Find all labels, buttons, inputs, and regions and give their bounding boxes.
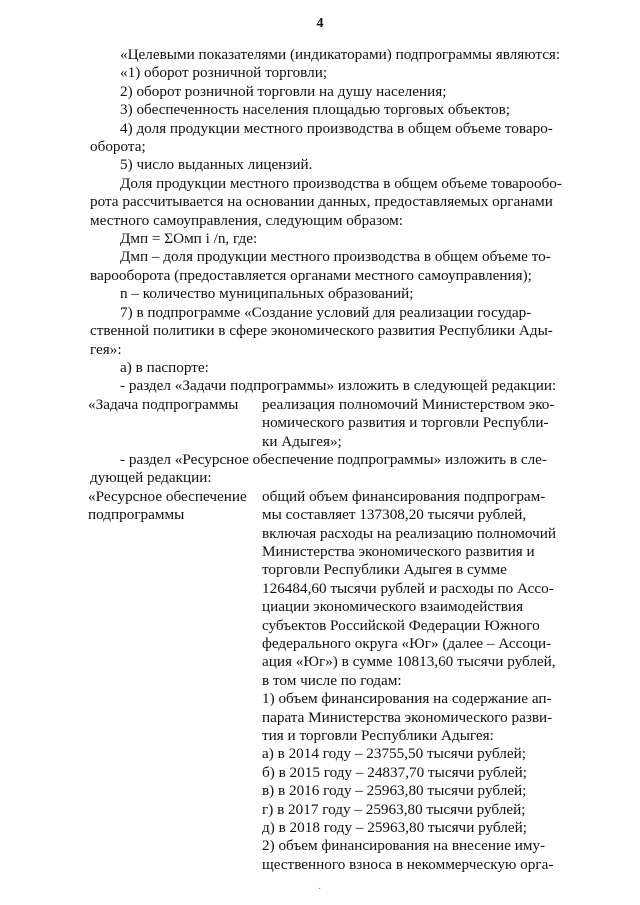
cell-line: торговли Республики Адыгея в сумме — [262, 561, 507, 579]
paragraph: n – количество муниципальных образований; — [120, 285, 414, 303]
paragraph: а) в паспорте: — [120, 358, 209, 376]
paragraph-cont: ственной политики в сфере экономического развития Республики Ады- — [90, 322, 553, 340]
cell-line: а) в 2014 году – 23755,50 тысячи рублей; — [262, 745, 526, 763]
cell-line: 1) объем финансирования на содержание ап- — [262, 690, 552, 708]
cell-line: щественного взноса в некоммерческую орга- — [262, 855, 554, 873]
scan-speck: · — [318, 884, 322, 895]
cell-line: 2) объем финансирования на внесение иму- — [262, 837, 546, 855]
cell-line: общий объем финансирования подпрограм- — [262, 487, 546, 505]
list-item: 2) оборот розничной торговли на душу населения; — [120, 82, 447, 100]
list-item: 3) обеспеченность населения площадью торговых объектов; — [120, 101, 511, 119]
paragraph-cont: местного самоуправления, следующим образом: — [90, 211, 404, 229]
table-cell-label — [90, 488, 262, 875]
cell-line: в том числе по годам: — [262, 671, 402, 689]
paragraph-cont: дующей редакции: — [90, 469, 212, 487]
page-number: 4 — [316, 16, 324, 31]
cell-line: мы составляет 137308,20 тысячи рублей, — [262, 506, 527, 524]
cell-line: субъектов Российской Федерации Южного — [262, 616, 540, 634]
table-row-tasks — [90, 396, 568, 451]
paragraph: 7) в подпрограмме «Создание условий для реализации государ- — [120, 303, 532, 321]
list-item: 4) доля продукции местного производства в общем объеме товаро- — [120, 119, 553, 137]
document-body — [90, 46, 568, 874]
table-cell-label: «Задача подпрограммы — [88, 395, 239, 413]
list-item: 5) число выданных лицензий. — [120, 156, 313, 174]
cell-line: парата Министерства экономического разви- — [262, 708, 553, 726]
cell-line: номического развития и торговли Республи- — [262, 414, 549, 432]
cell-line: б) в 2015 году – 24837,70 тысячи рублей; — [262, 763, 527, 781]
paragraph-cont: варооборота (предоставляется органами местного самоуправления); — [90, 266, 532, 284]
cell-line: 126484,60 тысячи рублей и расходы по Ассо- — [262, 579, 554, 597]
paragraph: Дмп – доля продукции местного производства в общем объеме то- — [120, 248, 551, 266]
table-row-resources — [90, 488, 568, 875]
paragraph: «Целевыми показателями (индикаторами) подпрограммы являются: — [120, 46, 561, 63]
paragraph-cont: рота рассчитывается на основании данных, предоставляемых органами — [90, 193, 553, 211]
table-cell-value — [262, 396, 568, 451]
paragraph: - раздел «Ресурсное обеспечение подпрограммы» изложить в сле- — [120, 450, 547, 468]
cell-line: подпрограммы — [88, 506, 185, 524]
cell-line: реализация полномочий Министерством эко- — [262, 395, 555, 413]
cell-line: д) в 2018 году – 25963,80 тысячи рублей; — [262, 819, 527, 837]
formula: Дмп = ΣОмп i /n, где: — [120, 230, 258, 248]
cell-line: Министерства экономического развития и — [262, 542, 535, 560]
paragraph: Доля продукции местного производства в общем объеме товарообо- — [120, 174, 562, 192]
cell-line: федерального округа «Юг» (далее – Ассоци- — [262, 635, 552, 652]
paragraph: - раздел «Задачи подпрограммы» изложить в следующей редакции: — [120, 377, 557, 395]
paragraph-cont: гея»: — [90, 340, 122, 358]
cell-line: в) в 2016 году – 25963,80 тысячи рублей; — [262, 782, 527, 800]
cell-line: ация «Юг») в сумме 10813,60 тысячи рублей, — [262, 653, 556, 671]
cell-line: циации экономического взаимодействия — [262, 598, 524, 616]
list-item: «1) оборот розничной торговли; — [120, 64, 328, 82]
table-cell-value — [262, 488, 568, 875]
cell-line: ки Адыгея»; — [262, 432, 342, 450]
cell-line: включая расходы на реализацию полномочий — [262, 524, 556, 542]
cell-line: г) в 2017 году – 25963,80 тысячи рублей; — [262, 800, 526, 818]
list-item-cont: оборота; — [90, 138, 146, 156]
cell-line: «Ресурсное обеспечение — [88, 487, 247, 505]
cell-line: тия и торговли Республики Адыгея: — [262, 727, 494, 745]
